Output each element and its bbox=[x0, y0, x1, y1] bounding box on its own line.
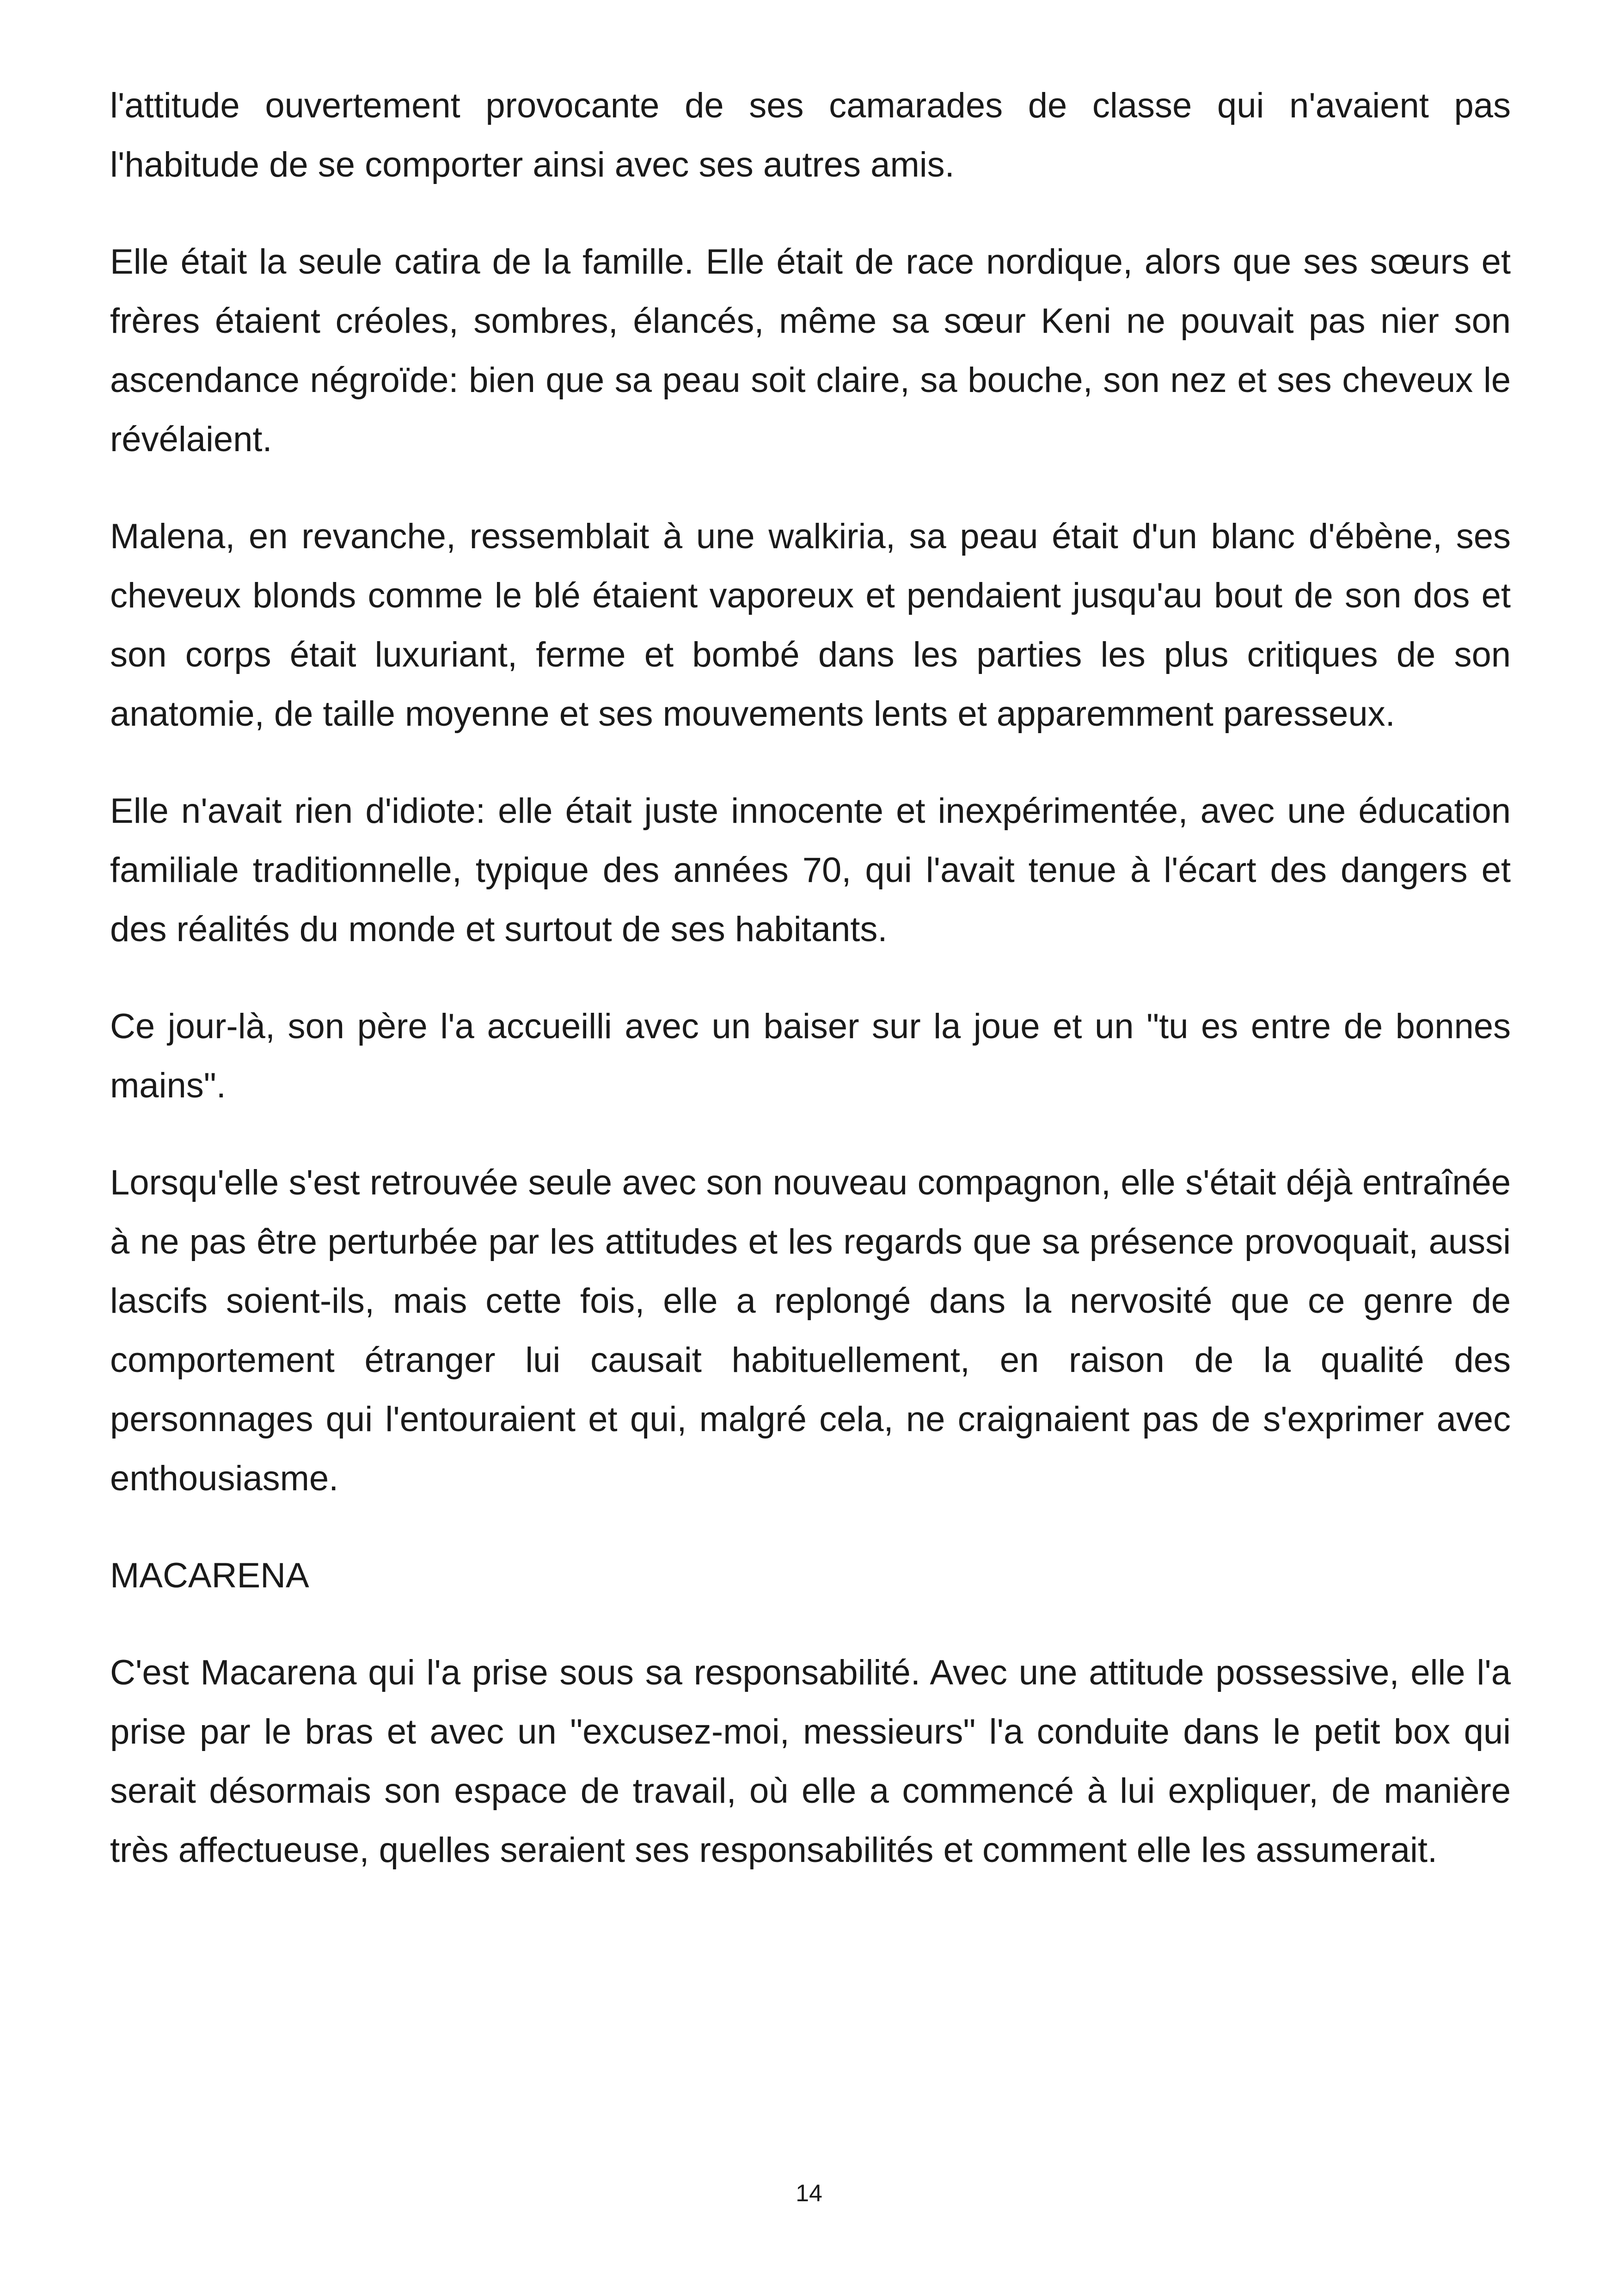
section-heading: MACARENA bbox=[110, 1556, 309, 1595]
paragraph-2: Elle était la seule catira de la famille. Elle était de race nordique, alors que ses sœurs et frères étaient créoles, sombres, élancés, même sa sœur Keni ne pouvait pas nier son ascendance négroïde: bien que sa peau soit claire, sa bouche, son nez et ses cheveux le révélaient. bbox=[110, 242, 1511, 459]
body-text bbox=[110, 76, 1511, 1918]
paragraph-6: Lorsqu'elle s'est retrouvée seule avec son nouveau compagnon, elle s'était déjà entraînée à ne pas être perturbée par les attitudes et les regards que sa présence provoquait, aussi lascifs soient-ils, mais cette fois, elle a replongé dans la nervosité que ce genre de comportement étranger lui causait habituellement, en raison de la qualité des personnages qui l'entouraient et qui, malgré cela, ne craignaient pas de s'exprimer avec enthousiasme. bbox=[110, 1163, 1511, 1498]
paragraph-1: l'attitude ouvertement provocante de ses camarades de classe qui n'avaient pas l'habitude de se comporter ainsi avec ses autres amis. bbox=[110, 86, 1511, 184]
paragraph-5: Ce jour-là, son père l'a accueilli avec un baiser sur la joue et un "tu es entre de bonnes mains". bbox=[110, 1007, 1511, 1105]
paragraph-4: Elle n'avait rien d'idiote: elle était juste innocente et inexpérimentée, avec une éducation familiale traditionnelle, typique des années 70, qui l'avait tenue à l'écart des dangers et des réalités du monde et surtout de ses habitants. bbox=[110, 791, 1511, 949]
page-number: 14 bbox=[796, 2180, 822, 2207]
paragraph-3: Malena, en revanche, ressemblait à une walkiria, sa peau était d'un blanc d'ébène, ses cheveux blonds comme le blé étaient vaporeux et pendaient jusqu'au bout de son dos et son corps était luxuriant, ferme et bombé dans les parties les plus critiques de son anatomie, de taille moyenne et ses mouvements lents et apparemment paresseux. bbox=[110, 517, 1511, 734]
paragraph-7: C'est Macarena qui l'a prise sous sa responsabilité. Avec une attitude possessive, elle l'a prise par le bras et avec un "excusez-moi, messieurs" l'a conduite dans le petit box qui serait désormais son espace de travail, où elle a commencé à lui expliquer, de manière très affectueuse, quelles seraient ses responsabilités et comment elle les assumerait. bbox=[110, 1653, 1511, 1870]
